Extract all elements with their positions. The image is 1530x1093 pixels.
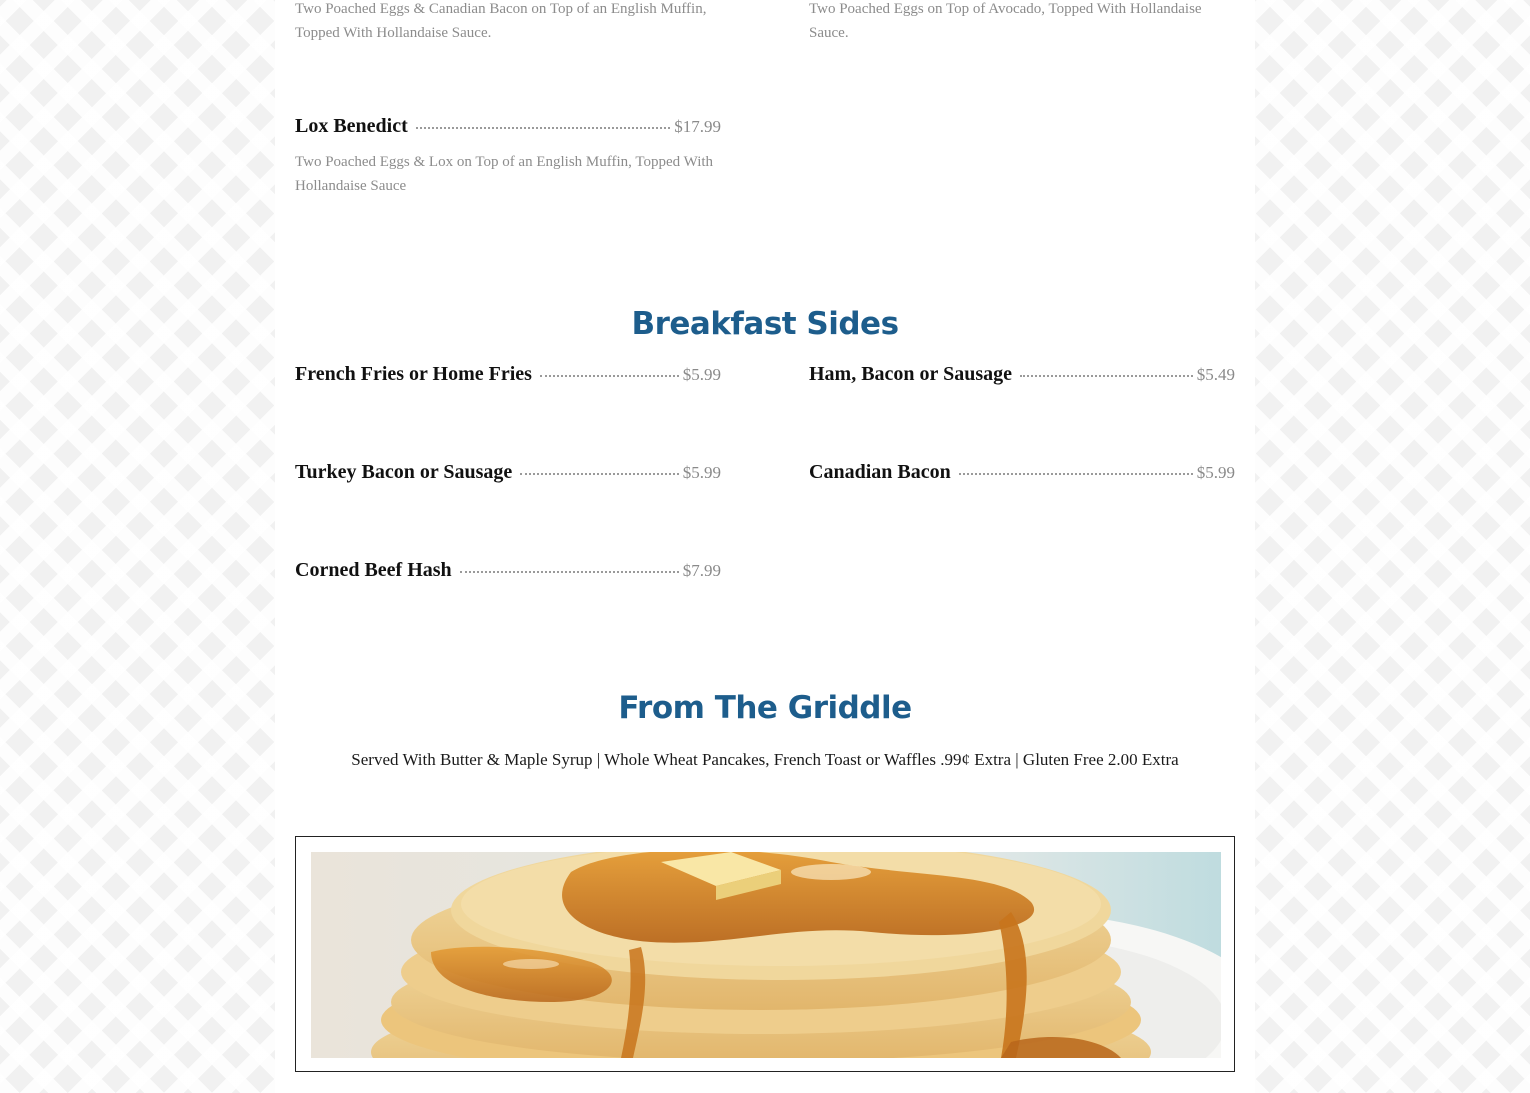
pancake-illustration xyxy=(311,852,1221,1058)
item-name: Corned Beef Hash xyxy=(295,559,452,581)
menu-item-canadian-benedict xyxy=(295,0,721,45)
item-header xyxy=(295,559,721,582)
dotted-leader xyxy=(520,473,678,475)
menu-item-ham-bacon-sausage xyxy=(809,363,1235,386)
item-description: Two Poached Eggs on Top of Avocado, Topped With Hollandaise Sauce. xyxy=(809,1,1202,41)
item-name: Ham, Bacon or Sausage xyxy=(809,363,1012,385)
item-name: Turkey Bacon or Sausage xyxy=(295,461,513,483)
dotted-leader xyxy=(540,375,679,377)
menu-item-fries xyxy=(295,363,721,386)
item-price: $5.99 xyxy=(1196,463,1235,482)
photo-frame xyxy=(295,836,1235,1072)
item-name: Canadian Bacon xyxy=(809,461,951,483)
section-subtitle: Served With Butter & Maple Syrup | Whole Wheat Pancakes, French Toast or Waffles .99¢ Extra | Gluten Free 2.00 Extra xyxy=(351,750,1179,769)
section-title-from-the-griddle: From The Griddle xyxy=(618,690,912,726)
menu-item-corned-beef-hash xyxy=(295,559,721,582)
menu-item-lox-benedict xyxy=(295,115,721,198)
item-header xyxy=(295,461,721,484)
menu-item-avocado-benedict xyxy=(809,0,1235,45)
item-header xyxy=(809,461,1235,484)
dotted-leader xyxy=(959,473,1193,475)
item-header xyxy=(295,363,721,386)
item-price: $5.49 xyxy=(1196,365,1235,384)
item-name: French Fries or Home Fries xyxy=(295,363,532,385)
dotted-leader xyxy=(1020,375,1193,377)
item-name: Lox Benedict xyxy=(295,115,408,137)
item-header xyxy=(809,363,1235,386)
dotted-leader xyxy=(460,571,679,573)
dotted-leader xyxy=(416,127,670,129)
pancake-stack-image xyxy=(311,852,1221,1058)
section-title-breakfast-sides: Breakfast Sides xyxy=(631,306,899,342)
menu-panel xyxy=(275,0,1255,1093)
item-price: $5.99 xyxy=(682,365,721,384)
item-price: $5.99 xyxy=(682,463,721,482)
item-price: $7.99 xyxy=(682,561,721,580)
menu-item-canadian-bacon xyxy=(809,461,1235,484)
item-description: Two Poached Eggs & Canadian Bacon on Top of an English Muffin, Topped With Hollandaise Sauce. xyxy=(295,1,707,41)
menu-item-turkey-bacon xyxy=(295,461,721,484)
item-header xyxy=(295,115,721,138)
item-description: Two Poached Eggs & Lox on Top of an English Muffin, Topped With Hollandaise Sauce xyxy=(295,154,714,194)
item-price: $17.99 xyxy=(674,117,721,136)
